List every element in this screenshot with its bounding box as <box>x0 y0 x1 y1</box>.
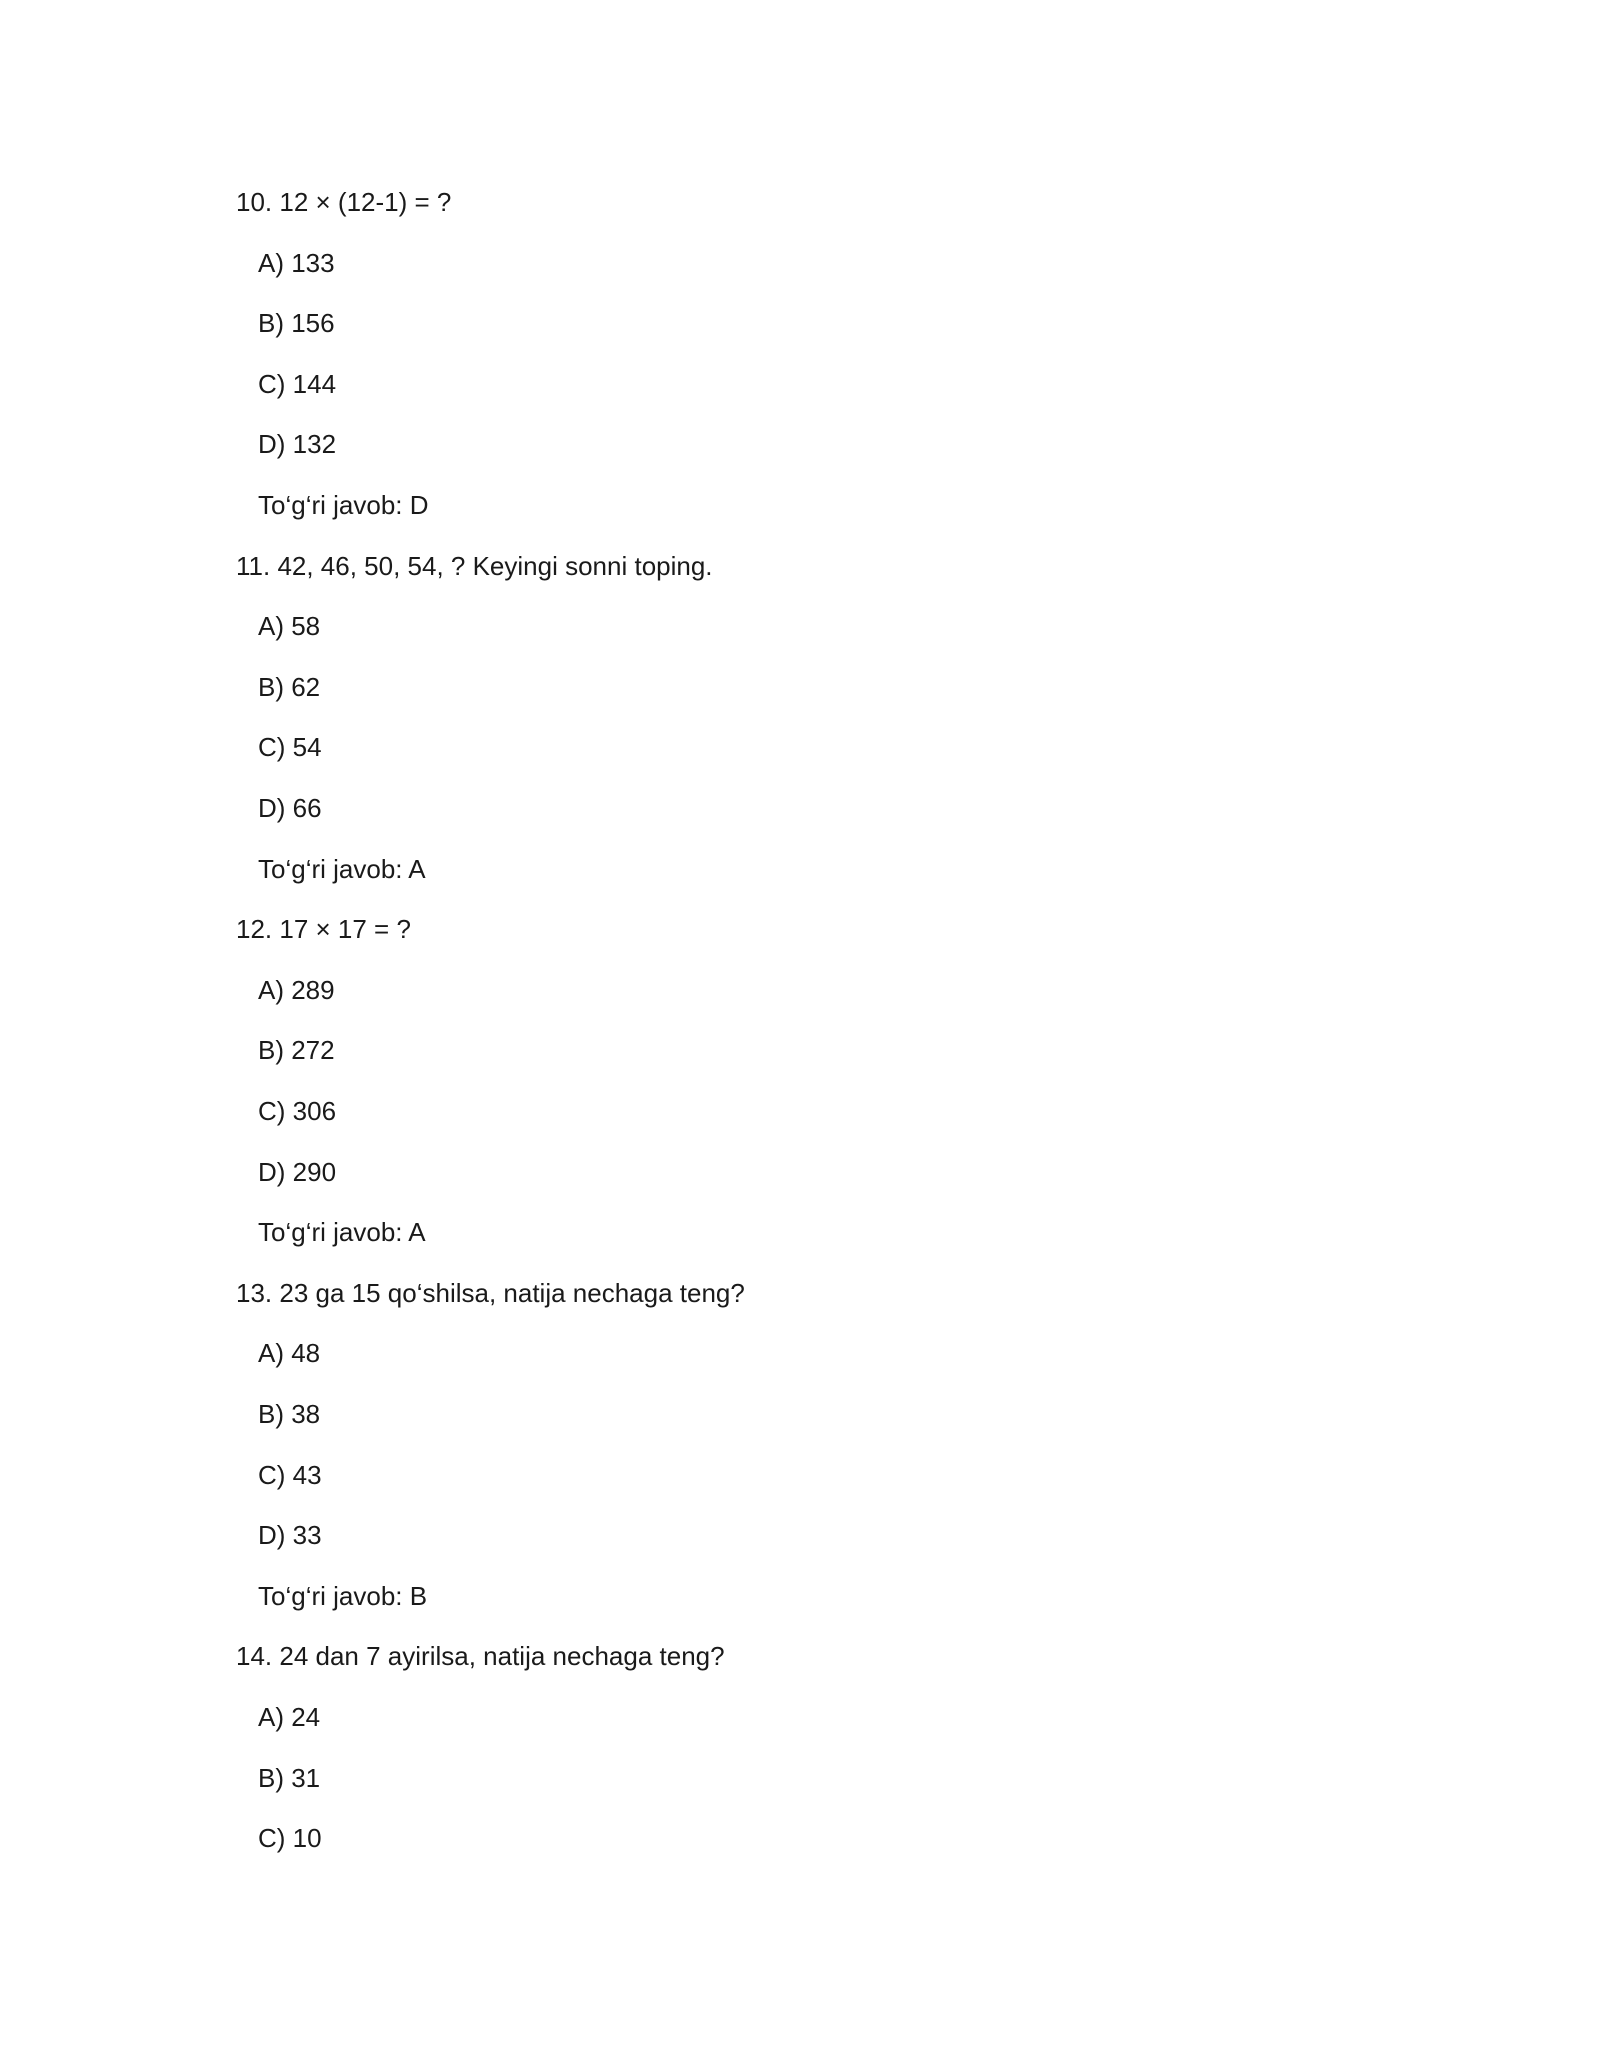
answer-option: A) 48 <box>258 1338 321 1369</box>
answer-option: A) 24 <box>258 1702 321 1732</box>
answer-option: C) 306 <box>258 1096 337 1126</box>
answer-option: C) 43 <box>258 1459 322 1490</box>
answer-option: C) 10 <box>258 1823 322 1854</box>
question-text: 12. 17 × 17 = ? <box>236 914 411 945</box>
question-text: 10. 12 × (12-1) = ? <box>236 187 452 217</box>
answer-option: A) 133 <box>258 247 335 278</box>
answer-option: B) 31 <box>258 1762 321 1793</box>
question-text: 11. 42, 46, 50, 54, ? Keyingi sonni toping. <box>236 550 713 581</box>
answer-option: D) 290 <box>258 1156 337 1187</box>
question-text: 14. 24 dan 7 ayirilsa, natija nechaga teng? <box>236 1641 725 1672</box>
question-text: 13. 23 ga 15 qo‘shilsa, natija nechaga teng? <box>236 1277 745 1308</box>
answer-option: C) 144 <box>258 368 337 399</box>
answer-option: A) 289 <box>258 974 335 1005</box>
answer-option: A) 58 <box>258 611 321 642</box>
answer-option: B) 272 <box>258 1035 335 1066</box>
answer-option: B) 156 <box>258 308 335 339</box>
answer-option: D) 66 <box>258 793 322 823</box>
correct-answer: To‘g‘ri javob: D <box>258 490 429 520</box>
correct-answer: To‘g‘ri javob: A <box>258 1217 426 1248</box>
answer-option: D) 132 <box>258 429 337 460</box>
answer-option: C) 54 <box>258 732 322 763</box>
answer-option: D) 33 <box>258 1520 322 1551</box>
correct-answer: To‘g‘ri javob: B <box>258 1580 428 1611</box>
answer-option: B) 38 <box>258 1399 321 1429</box>
answer-option: B) 62 <box>258 671 321 702</box>
correct-answer: To‘g‘ri javob: A <box>258 853 426 884</box>
